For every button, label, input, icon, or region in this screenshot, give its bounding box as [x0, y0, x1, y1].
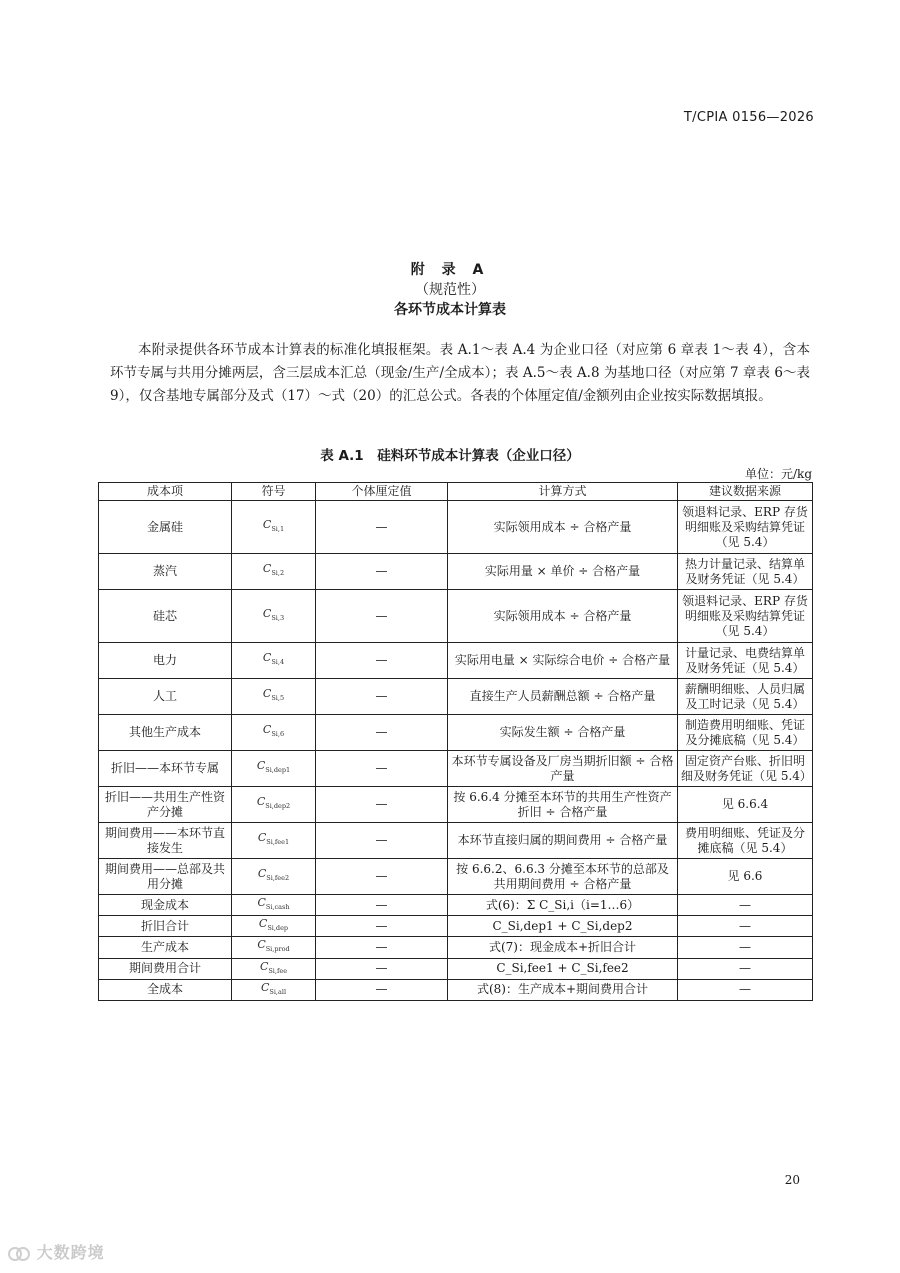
cell-method: 本环节直接归属的期间费用 ÷ 合格产量	[448, 823, 678, 859]
cell-symbol	[232, 715, 316, 751]
cell-value: —	[316, 895, 448, 916]
cell-method: C_Si,dep1 + C_Si,dep2	[448, 916, 678, 937]
cell-source: 见 6.6.4	[678, 787, 813, 823]
cell-symbol	[232, 916, 316, 937]
symbol-base: C	[259, 959, 269, 973]
table-row	[99, 979, 813, 1000]
symbol-text	[262, 723, 285, 739]
cell-source: —	[678, 895, 813, 916]
document-code: T/CPIA 0156—2026	[683, 110, 814, 125]
symbol-text	[257, 938, 290, 954]
header-symbol: 符号	[232, 483, 316, 501]
symbol-base: C	[262, 517, 272, 531]
appendix-nature: （规范性）	[415, 282, 485, 298]
symbol-subscript: Si,4	[271, 658, 285, 667]
table-unit: 单位：元/kg	[745, 467, 812, 481]
symbol-base: C	[262, 562, 272, 576]
cell-value: —	[316, 679, 448, 715]
cell-method: 实际用量 × 单价 ÷ 合格产量	[448, 554, 678, 590]
symbol-text	[256, 759, 291, 775]
symbol-base: C	[256, 795, 266, 809]
cell-symbol	[232, 787, 316, 823]
cell-cost-item: 折旧——共用生产性资产分摊	[99, 787, 232, 823]
symbol-base: C	[262, 606, 272, 620]
cell-method: 本环节专属设备及厂房当期折旧额 ÷ 合格产量	[448, 751, 678, 787]
symbol-text	[257, 831, 290, 847]
header-cost-item: 成本项	[99, 483, 232, 501]
cell-value: —	[316, 979, 448, 1000]
symbol-text	[257, 867, 290, 883]
table-row	[99, 787, 813, 823]
cell-source: 制造费用明细账、凭证及分摊底稿（见 5.4）	[678, 715, 813, 751]
cell-method: C_Si,fee1 + C_Si,fee2	[448, 958, 678, 979]
cell-cost-item: 期间费用合计	[99, 958, 232, 979]
symbol-base: C	[258, 917, 268, 931]
cell-method: 直接生产人员薪酬总额 ÷ 合格产量	[448, 679, 678, 715]
cell-symbol	[232, 937, 316, 958]
cell-method: 实际发生额 ÷ 合格产量	[448, 715, 678, 751]
symbol-subscript: Si,dep2	[265, 802, 291, 811]
symbol-subscript: Si,cash	[265, 903, 290, 912]
table-header-row	[99, 483, 813, 501]
symbol-text	[260, 960, 287, 973]
symbol-subscript: Si,fee2	[266, 874, 290, 883]
cell-symbol	[232, 958, 316, 979]
symbol-subscript: Si,dep	[267, 924, 289, 933]
symbol-base: C	[260, 980, 270, 994]
cell-value: —	[316, 501, 448, 554]
symbol-base: C	[256, 759, 266, 773]
symbol-text	[262, 517, 285, 534]
symbol-subscript: Si,6	[271, 730, 285, 739]
cell-method: 实际领用成本 ÷ 合格产量	[448, 501, 678, 554]
cell-cost-item: 硅芯	[99, 590, 232, 643]
symbol-subscript: Si,5	[271, 694, 285, 703]
symbol-text	[257, 896, 290, 912]
symbol-base: C	[257, 867, 267, 881]
table-row	[99, 937, 813, 958]
cell-symbol	[232, 590, 316, 643]
table-row	[99, 958, 813, 979]
cell-cost-item: 现金成本	[99, 895, 232, 916]
symbol-subscript: Si,fee1	[266, 838, 290, 847]
table-row	[99, 643, 813, 679]
cell-source: 计量记录、电费结算单及财务凭证（见 5.4）	[678, 643, 813, 679]
cell-source: 固定资产台账、折旧明细及财务凭证（见 5.4）	[678, 751, 813, 787]
cell-method: 式(8)：生产成本+期间费用合计	[448, 979, 678, 1000]
cell-symbol	[232, 823, 316, 859]
header-value: 个体厘定值	[316, 483, 448, 501]
table-row	[99, 823, 813, 859]
cell-value: —	[316, 916, 448, 937]
symbol-subscript: Si,prod	[265, 945, 290, 954]
symbol-base: C	[262, 651, 272, 665]
intro-paragraph: 本附录提供各环节成本计算表的标准化填报框架。表 A.1～表 A.4 为企业口径（对应第 6 章表 1～表 4），含本环节专属与共用分摊两层，含三层成本汇总（现金/生产/全成本）；表 A.5～表 A.8 为基地口径（对应第 7 章表 6～表 9），仅含基地专属部分及式（17）～式（20）的汇总公式。各表的个体厘定值/金额列由企业按实际数据填报。	[110, 342, 810, 404]
symbol-base: C	[262, 687, 272, 701]
cell-cost-item: 折旧——本环节专属	[99, 751, 232, 787]
cell-cost-item: 折旧合计	[99, 916, 232, 937]
cell-method: 式(6)：Σ C_Si,i（i=1…6）	[448, 895, 678, 916]
cell-symbol	[232, 979, 316, 1000]
table-row	[99, 554, 813, 590]
cell-source: 领退料记录、ERP 存货明细账及采购结算凭证（见 5.4）	[678, 501, 813, 554]
symbol-text	[262, 562, 285, 578]
symbol-subscript: Si,all	[269, 987, 287, 996]
header-method: 计算方式	[448, 483, 678, 501]
cell-cost-item: 期间费用——本环节直接发生	[99, 823, 232, 859]
symbol-text	[256, 795, 291, 811]
cell-source: —	[678, 937, 813, 958]
watermark	[8, 1240, 105, 1263]
cell-value: —	[316, 554, 448, 590]
table-row	[99, 501, 813, 554]
cell-symbol	[232, 895, 316, 916]
cell-source: 费用明细账、凭证及分摊底稿（见 5.4）	[678, 823, 813, 859]
table-body	[99, 501, 813, 1001]
table-row	[99, 679, 813, 715]
cell-method: 实际用电量 × 实际综合电价 ÷ 合格产量	[448, 643, 678, 679]
cell-symbol	[232, 554, 316, 590]
symbol-subscript: Si,3	[271, 614, 285, 623]
cell-method: 按 6.6.2、6.6.3 分摊至本环节的总部及共用期间费用 ÷ 合格产量	[448, 859, 678, 895]
symbol-subscript: Si,2	[271, 569, 285, 578]
cell-value: —	[316, 751, 448, 787]
symbol-subscript: Si,fee	[268, 966, 288, 975]
cell-cost-item: 人工	[99, 679, 232, 715]
cell-value: —	[316, 715, 448, 751]
cell-cost-item: 其他生产成本	[99, 715, 232, 751]
symbol-text	[258, 917, 289, 933]
cell-cost-item: 蒸汽	[99, 554, 232, 590]
cell-method: 式(7)：现金成本+折旧合计	[448, 937, 678, 958]
cell-symbol	[232, 859, 316, 895]
cell-symbol	[232, 751, 316, 787]
cell-cost-item: 电力	[99, 643, 232, 679]
cell-cost-item: 全成本	[99, 979, 232, 1000]
table-row	[99, 751, 813, 787]
cost-table	[98, 482, 813, 1001]
cell-method: 实际领用成本 ÷ 合格产量	[448, 590, 678, 643]
header-source: 建议数据来源	[678, 483, 813, 501]
symbol-base: C	[262, 723, 272, 737]
table-row	[99, 895, 813, 916]
table-row	[99, 859, 813, 895]
cell-value: —	[316, 590, 448, 643]
table-row	[99, 715, 813, 751]
cell-value: —	[316, 937, 448, 958]
symbol-base: C	[257, 831, 267, 845]
cell-source: 领退料记录、ERP 存货明细账及采购结算凭证（见 5.4）	[678, 590, 813, 643]
watermark-text: 大数跨境	[36, 1243, 105, 1262]
cell-value: —	[316, 958, 448, 979]
cell-source: 热力计量记录、结算单及财务凭证（见 5.4）	[678, 554, 813, 590]
cell-cost-item: 期间费用——总部及共用分摊	[99, 859, 232, 895]
appendix-subject: 各环节成本计算表	[394, 302, 506, 318]
symbol-text	[262, 606, 285, 623]
cell-value: —	[316, 859, 448, 895]
appendix-title: 附 录 A	[410, 262, 490, 278]
symbol-subscript: Si,dep1	[265, 766, 291, 775]
symbol-base: C	[257, 938, 266, 952]
cell-source: —	[678, 958, 813, 979]
cell-symbol	[232, 643, 316, 679]
cell-source: 见 6.6	[678, 859, 813, 895]
cell-symbol	[232, 679, 316, 715]
cell-method: 按 6.6.4 分摊至本环节的共用生产性资产折旧 ÷ 合格产量	[448, 787, 678, 823]
page-number: 20	[784, 1173, 800, 1187]
brand-logo-icon	[8, 1245, 30, 1263]
cell-source: —	[678, 979, 813, 1000]
cell-value: —	[316, 643, 448, 679]
cell-value: —	[316, 787, 448, 823]
cell-symbol	[232, 501, 316, 554]
cell-value: —	[316, 823, 448, 859]
symbol-base: C	[257, 896, 266, 909]
table-row	[99, 590, 813, 643]
symbol-subscript: Si,1	[271, 525, 285, 534]
cell-cost-item: 生产成本	[99, 937, 232, 958]
symbol-text	[262, 687, 285, 703]
table-row	[99, 916, 813, 937]
symbol-text	[262, 651, 285, 667]
cell-source: —	[678, 916, 813, 937]
cell-cost-item: 金属硅	[99, 501, 232, 554]
symbol-text	[261, 981, 286, 994]
table-caption: 表 A.1 硅料环节成本计算表（企业口径）	[320, 448, 580, 464]
cell-source: 薪酬明细账、人员归属及工时记录（见 5.4）	[678, 679, 813, 715]
